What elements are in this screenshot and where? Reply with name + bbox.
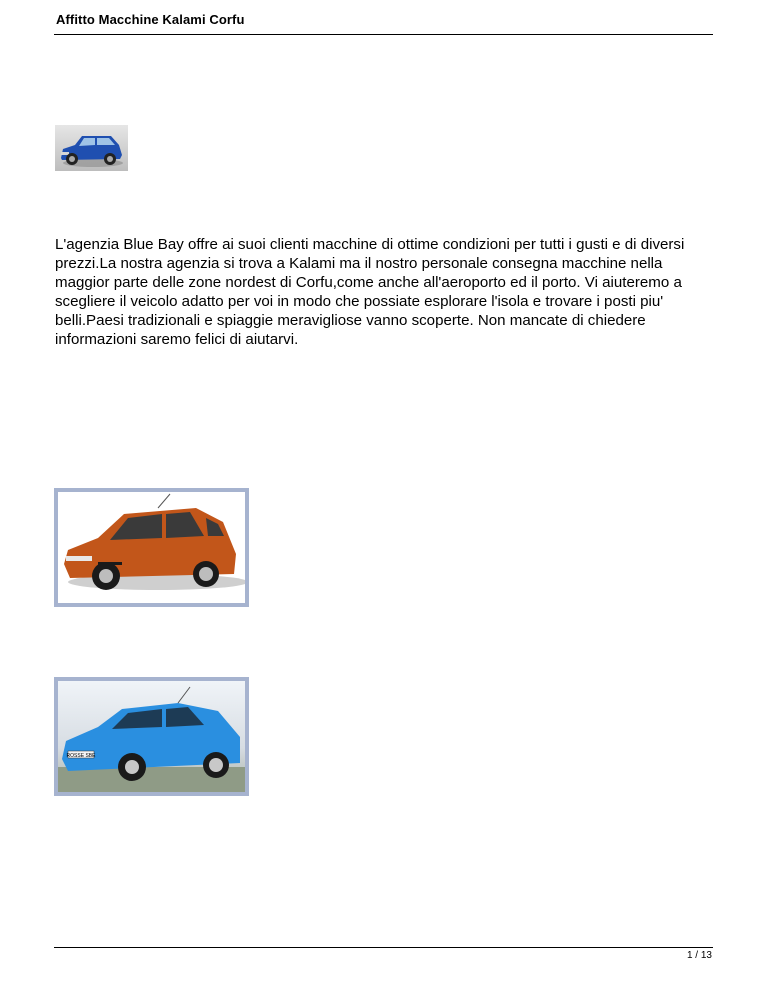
license-plate: ROSSE SBE (66, 753, 96, 759)
header-divider (54, 34, 713, 35)
description-paragraph: L'agenzia Blue Bay offre ai suoi clienti macchine di ottime condizioni per tutti i gusti e di diversi prezzi.La nostra agenzia si trova a Kalami ma il nostro personale consegna macchine nella maggior parte delle zone nordest di Corfu,come anche all'aeroporto ed il porto. Vi aiuteremo a scegliere il veicolo adatto per voi in modo che possiate esplorare l'isola e trovare i posti piu' belli.Paesi tradizionali e spiaggie meravigliose vanno scoperte. Non mancate di chiedere informazioni saremo felici di aiutarvi. (55, 236, 685, 348)
footer-divider (54, 947, 713, 948)
page-header-title: Affitto Macchine Kalami Corfu (56, 12, 245, 27)
page-number: 1 / 13 (686, 950, 712, 961)
blue-suv-photo (55, 125, 128, 171)
orange-hatchback-photo (54, 488, 249, 607)
blue-hatchback-photo (54, 677, 249, 796)
